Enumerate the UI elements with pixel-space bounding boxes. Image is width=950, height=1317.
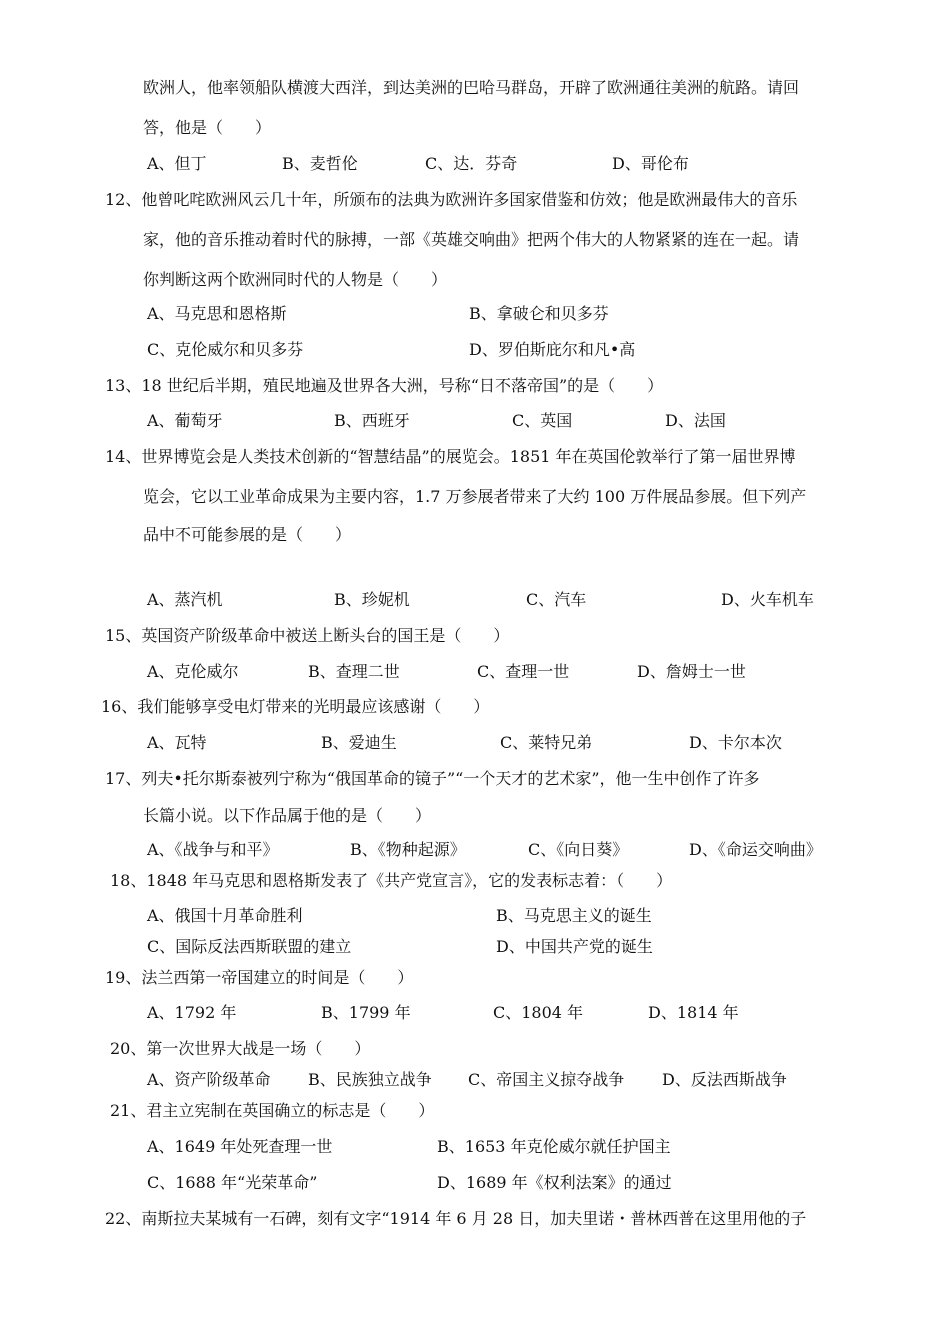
q12-option-c: C、克伦威尔和贝多芬 xyxy=(147,340,304,359)
q13-line-1: 13、18 世纪后半期，殖民地遍及世界各大洲，号称“日不落帝国”的是（ ） xyxy=(105,376,664,395)
intro-option-d: D、哥伦布 xyxy=(612,154,689,173)
q19-option-a: A、1792 年 xyxy=(147,1003,237,1022)
q16-option-b: B、爱迪生 xyxy=(321,733,397,752)
q21-option-d: D、1689 年《权利法案》的通过 xyxy=(437,1173,672,1192)
q18-option-a: A、俄国十月革命胜利 xyxy=(147,906,303,925)
q12-line-1: 12、他曾叱咤欧洲风云几十年，所颁布的法典为欧洲许多国家借鉴和仿效；他是欧洲最伟大的音乐 xyxy=(105,190,798,209)
q17-option-c: C、《向日葵》 xyxy=(528,840,629,859)
q21-line-1: 21、君主立宪制在英国确立的标志是（ ） xyxy=(110,1101,435,1120)
q19-option-d: D、1814 年 xyxy=(648,1003,739,1022)
q16-line-1: 16、我们能够享受电灯带来的光明最应该感谢（ ） xyxy=(101,697,490,716)
q16-option-d: D、卡尔本次 xyxy=(689,733,782,752)
intro-option-b: B、麦哲伦 xyxy=(282,154,358,173)
q14-line-1: 14、世界博览会是人类技术创新的“智慧结晶”的展览会。1851 年在英国伦敦举行了第一届世界博 xyxy=(105,447,796,466)
intro-line-1: 欧洲人，他率领船队横渡大西洋，到达美洲的巴哈马群岛，开辟了欧洲通往美洲的航路。请回 xyxy=(143,78,800,97)
q15-option-d: D、詹姆士一世 xyxy=(637,662,746,681)
q14-option-a: A、蒸汽机 xyxy=(147,590,223,609)
q17-line-2: 长篇小说。以下作品属于他的是（ ） xyxy=(143,806,432,825)
q21-option-c: C、1688 年“光荣革命” xyxy=(147,1173,318,1192)
q17-option-d: D、《命运交响曲》 xyxy=(689,840,822,859)
q19-option-c: C、1804 年 xyxy=(493,1003,584,1022)
q17-option-b: B、《物种起源》 xyxy=(350,840,466,859)
q15-option-a: A、克伦威尔 xyxy=(147,662,239,681)
q21-option-b: B、1653 年克伦威尔就任护国主 xyxy=(437,1137,671,1156)
intro-option-c: C、达．芬奇 xyxy=(425,154,518,173)
q20-option-c: C、帝国主义掠夺战争 xyxy=(468,1070,625,1089)
q17-line-1: 17、列夫•托尔斯泰被列宁称为“俄国革命的镜子”“一个天才的艺术家”，他一生中创作了许多 xyxy=(105,769,760,788)
intro-option-a: A、但丁 xyxy=(147,154,207,173)
q12-line-2: 家，他的音乐推动着时代的脉搏，一部《英雄交响曲》把两个伟大的人物紧紧的连在一起。请 xyxy=(143,230,800,249)
q12-option-a: A、马克思和恩格斯 xyxy=(147,304,287,323)
q13-option-a: A、葡萄牙 xyxy=(147,411,223,430)
q15-option-b: B、查理二世 xyxy=(308,662,400,681)
q20-option-a: A、资产阶级革命 xyxy=(147,1070,271,1089)
q17-option-a: A、《战争与和平》 xyxy=(147,840,279,859)
q20-option-d: D、反法西斯战争 xyxy=(662,1070,787,1089)
q16-option-a: A、瓦特 xyxy=(147,733,207,752)
q13-option-c: C、英国 xyxy=(512,411,573,430)
q20-line-1: 20、第一次世界大战是一场（ ） xyxy=(110,1039,371,1058)
q15-line-1: 15、英国资产阶级革命中被送上断头台的国王是（ ） xyxy=(105,626,510,645)
q16-option-c: C、莱特兄弟 xyxy=(500,733,593,752)
q14-line-2: 览会，它以工业革命成果为主要内容，1.7 万参展者带来了大约 100 万件展品参展。但下列产 xyxy=(143,487,807,506)
q15-option-c: C、查理一世 xyxy=(477,662,570,681)
q22-line-1: 22、南斯拉夫某城有一石碑，刻有文字“1914 年 6 月 28 日，加夫里诺・普林西普在这里用他的子 xyxy=(105,1209,807,1228)
q19-option-b: B、1799 年 xyxy=(321,1003,411,1022)
q12-option-d: D、罗伯斯庇尔和凡•高 xyxy=(469,340,636,359)
q21-option-a: A、1649 年处死查理一世 xyxy=(147,1137,333,1156)
q13-option-b: B、西班牙 xyxy=(334,411,410,430)
q19-line-1: 19、法兰西第一帝国建立的时间是（ ） xyxy=(105,968,414,987)
intro-line-2: 答，他是（ ） xyxy=(143,118,272,137)
q18-option-b: B、马克思主义的诞生 xyxy=(496,906,652,925)
q14-option-c: C、汽车 xyxy=(526,590,587,609)
q12-option-b: B、拿破仑和贝多芬 xyxy=(469,304,609,323)
q14-option-b: B、珍妮机 xyxy=(334,590,410,609)
q18-line-1: 18、1848 年马克思和恩格斯发表了《共产党宣言》，它的发表标志着：（ ） xyxy=(110,871,673,890)
q14-option-d: D、火车机车 xyxy=(721,590,814,609)
q18-option-c: C、国际反法西斯联盟的建立 xyxy=(147,937,352,956)
q14-line-3: 品中不可能参展的是（ ） xyxy=(143,525,352,544)
q12-line-3: 你判断这两个欧洲同时代的人物是（ ） xyxy=(143,270,448,289)
q13-option-d: D、法国 xyxy=(665,411,726,430)
q20-option-b: B、民族独立战争 xyxy=(308,1070,432,1089)
q18-option-d: D、中国共产党的诞生 xyxy=(496,937,653,956)
